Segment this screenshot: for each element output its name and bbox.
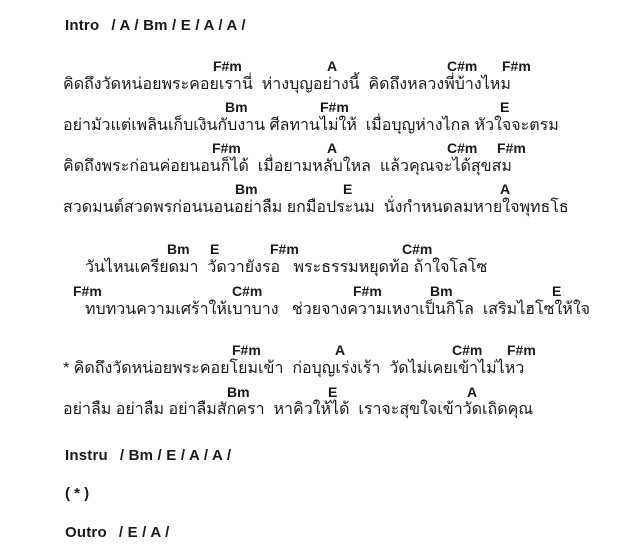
chord-label: Bm [227, 384, 250, 400]
section-line [65, 446, 231, 466]
chord-label: F#m [212, 140, 241, 156]
chord-label: A [467, 384, 478, 400]
chord-label: F#m [213, 58, 242, 74]
chord-label: E [343, 181, 353, 197]
lyric-line: อย่าลืม อย่าลืม อย่าลืมสักครา หาคิวให้ได้ เราจะสุขใจเข้าวัดเถิดคุณ [63, 401, 534, 418]
chord-label: E [500, 99, 510, 115]
chord-label: C#m [232, 283, 263, 299]
chord-line [0, 99, 620, 116]
chord-line [0, 241, 620, 258]
chord-label: C#m [452, 342, 483, 358]
chord-label: C#m [402, 241, 433, 257]
chord-label: F#m [320, 99, 349, 115]
lyric-line: สวดมนต์สวดพรก่อนนอนอย่าลืม ยกมือประนม นั่งกำหนดลมหายใจพุทธโธ [63, 199, 569, 216]
chord-label: Bm [167, 241, 190, 257]
chord-label: F#m [353, 283, 382, 299]
lyric-line: อย่ามัวแต่เพลินเก็บเงินกับงาน ศีลทานไม่ให้ เมื่อบุญห่างไกล หัวใจจะตรม [63, 117, 559, 134]
chord-progression: / Bm / E / A / A / [119, 447, 232, 464]
chord-line [0, 384, 620, 401]
lyric-line: ทบทวนความเศร้าให้เบาบาง ช่วยจางความเหงาเป็นกิโล เสริมไฮโซให้ใจ [85, 301, 590, 318]
chord-line [0, 283, 620, 300]
lyric-line: วันไหนเครียดมา วัดวายังรอ พระธรรมหยุดท้อ ถ้าใจโลโซ [85, 259, 488, 276]
text-line: ( * ) [65, 485, 90, 502]
chord-label: E [328, 384, 338, 400]
chord-label: C#m [447, 140, 478, 156]
chord-label: C#m [447, 58, 478, 74]
lyric-line: คิดถึงพระก่อนค่อยนอนก็ได้ เมื่อยามหลับใหล แล้วคุณจะได้สุขสม [63, 158, 512, 175]
chord-label: A [327, 140, 338, 156]
chord-label: F#m [502, 58, 531, 74]
chord-line [0, 58, 620, 75]
section-label: Instru [65, 447, 108, 464]
chord-label: F#m [497, 140, 526, 156]
chord-progression: / E / A / [118, 524, 170, 541]
section-label: Outro [65, 524, 107, 541]
chord-line [0, 140, 620, 157]
chord-label: F#m [73, 283, 102, 299]
chord-label: A [500, 181, 511, 197]
chord-label: E [552, 283, 562, 299]
chord-line [0, 342, 620, 359]
chord-label: A [327, 58, 338, 74]
chord-label: Bm [235, 181, 258, 197]
chord-label: E [210, 241, 220, 257]
chord-progression: / A / Bm / E / A / A / [111, 17, 246, 34]
chord-label: F#m [232, 342, 261, 358]
chord-label: Bm [430, 283, 453, 299]
chord-label: Bm [225, 99, 248, 115]
chord-line [0, 181, 620, 198]
section-line [65, 16, 246, 36]
chord-label: F#m [270, 241, 299, 257]
lyric-line: * คิดถึงวัดหน่อยพระคอยโยมเข้า ก่อบุญเร่งเร้า วัดไม่เคยเข้าไม่ไหว [63, 360, 525, 377]
section-line [65, 523, 170, 543]
section-label: Intro [65, 17, 100, 34]
chord-label: F#m [507, 342, 536, 358]
lyric-line: คิดถึงวัดหน่อยพระคอยเรานี่ ห่างบุญอย่างนี้ คิดถึงหลวงพี่บ้างไหม [63, 76, 511, 93]
chord-label: A [335, 342, 346, 358]
